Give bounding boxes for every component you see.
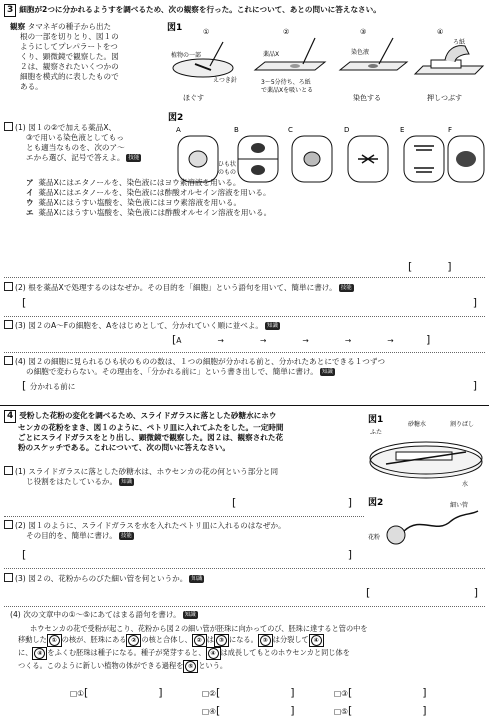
separator xyxy=(4,277,485,278)
cell-c xyxy=(288,126,332,182)
choice-u[interactable]: ウ 薬品Xにはうすい塩酸を、染色液にはヨウ素溶液を用いる。 xyxy=(26,198,242,208)
q4-sub3: (3) 図２の、花粉からのびた細い管を何というか。 知識 xyxy=(4,573,204,584)
question-line: とも適当なものを、次のア～ xyxy=(26,143,125,153)
chopstick-label: 割りばし xyxy=(450,421,475,428)
section-divider xyxy=(0,405,489,406)
skill-tag: 技能 xyxy=(340,285,352,291)
knowledge-tag: 知識 xyxy=(267,323,279,329)
q3-observation xyxy=(10,22,160,92)
choice-a[interactable]: ア 薬品Xにはエタノールを、染色液にはヨウ素溶液を用いる。 xyxy=(26,178,241,187)
q3-figure1 xyxy=(165,20,485,105)
plant-part-label: 植物の一部 xyxy=(171,52,202,59)
checkbox[interactable] xyxy=(4,320,13,329)
q4-header: 4 受粉した花粉の変化を調べるため、スライドガラスに落とした砂糖水にホウ センカの花粉をまき、図１のように、ペトリ皿に入れてふたをした。一定時間 ごとにスライドガラスをとり出し、顕微鏡で観察した。図２は、観察された花 粉のスケッチである。これについて、次の問いに答えなさい。 xyxy=(4,410,364,453)
q4-passage: ホウセンカの花で受粉が起こり、花粉から図２の細い管が胚珠に向かってのび、胚珠に達すると管の中を 移動した ① の核が、胚珠にある ② の核と合体し、 ② は ③ になる。 ③ は分裂して ④ に、 ④ をふくむ胚珠は種子になる。種子が発芽すると、 ④ は成長してもとのホウセンカと同じ体を つくる。このように新しい植物の体ができる過程を ⑤ という。 xyxy=(18,624,486,673)
q3-header xyxy=(4,4,381,17)
q3-number: 3 xyxy=(4,4,16,17)
step-2-marker: ② xyxy=(283,28,290,36)
separator xyxy=(4,316,485,317)
knowledge-tag: 知識 xyxy=(321,369,333,376)
q3-sub4: (4) 図２の細胞に見られるひも状のものの数は、１つの細胞が分かれる前と、分かれたあとにできる１つずつ の細胞で変わらない。その理由を、「分かれる前に」という書き出しで、簡単に書け。 知識 xyxy=(4,356,385,377)
step4-press-illustration xyxy=(415,46,483,74)
filter-paper-label: ろ紙 xyxy=(453,39,466,46)
separator xyxy=(4,352,485,353)
cell-f xyxy=(448,126,484,182)
fig1-label: 図1 xyxy=(167,23,183,33)
separator xyxy=(4,606,485,607)
observation-line: タマネギの種子から出た xyxy=(27,22,112,31)
answer-slot-5[interactable]: □⑤[ ] xyxy=(334,704,427,717)
q4-sub4: (4) 次の文章中の①～⑤にあてはまる語句を書け。 知識 xyxy=(10,610,196,619)
tube-label: 細い管 xyxy=(450,502,469,509)
knowledge-tag: 知識 xyxy=(191,576,203,582)
checkbox[interactable] xyxy=(4,282,13,291)
observation-line: くり、顕微鏡で観察した。図 xyxy=(20,52,119,62)
question-line: エから選び、記号で答えよ。 xyxy=(26,153,125,163)
checkbox[interactable] xyxy=(4,466,13,475)
answer-slot-4[interactable]: □④[ ] xyxy=(202,704,295,717)
separator xyxy=(4,516,364,517)
checkbox[interactable] xyxy=(4,520,13,529)
q3-title: 細胞が2つに分かれるようすを調べるため、次の観察を行った。これについて、あとの問いに答えなさい。 xyxy=(19,5,381,14)
sub-number: (1) xyxy=(15,123,26,132)
svg-text:E: E xyxy=(400,126,405,134)
cell-b xyxy=(234,126,278,182)
choice-i[interactable]: イ 薬品Xにはエタノールを、染色液には酢酸オルセイン溶液を用いる。 xyxy=(26,188,271,198)
answer-slot-2[interactable]: □②[ ] xyxy=(202,686,295,699)
water-label: 水 xyxy=(462,481,469,488)
fig2-label: 図2 xyxy=(168,113,184,123)
q4-sub1: (1) スライドガラスに落とした砂糖水は、ホウセンカの花の何という部分と同 じ役割をはたしているか。 知識 xyxy=(4,466,278,487)
svg-text:F: F xyxy=(448,126,453,134)
step1-dish-illustration xyxy=(173,42,233,77)
svg-text:A: A xyxy=(176,126,181,134)
q4-number: 4 xyxy=(4,410,16,423)
cell-e xyxy=(400,126,444,182)
observation-line: ２は、観察されたいくつかの xyxy=(20,62,119,72)
question-line: 図１の②で加える薬品X、 xyxy=(28,123,117,132)
choice-e[interactable]: エ 薬品Xにはうすい塩酸を、染色液には酢酸オルセイン溶液を用いる。 xyxy=(26,208,272,218)
checkbox[interactable] xyxy=(4,356,13,365)
q4-sub2-answer-box[interactable]: [ ] xyxy=(22,548,352,561)
knowledge-tag: 知識 xyxy=(184,612,196,618)
observation-line: ある。 xyxy=(20,82,43,92)
step3-caption: 染色する xyxy=(353,94,381,102)
checkbox[interactable] xyxy=(4,122,13,131)
separator xyxy=(4,568,485,569)
q3-choices xyxy=(26,178,271,218)
stain-label: 染色液 xyxy=(351,49,370,56)
observation-line: 根の一部を切りとり、図１の xyxy=(20,32,119,42)
needle-label: えつき針 xyxy=(213,77,237,84)
wait-line-1: 3～5分待ち、ろ紙 xyxy=(261,79,311,86)
q3-sub3-answer-box[interactable]: [A → → → → → ] xyxy=(172,333,431,346)
q3-figure2 xyxy=(168,110,486,188)
cell-a xyxy=(176,126,218,182)
q4-figure1 xyxy=(366,412,486,490)
svg-text:B: B xyxy=(234,126,239,134)
knowledge-tag: 知識 xyxy=(121,479,133,486)
checkbox[interactable] xyxy=(4,573,13,582)
q3-sub1-answer-box[interactable]: [ ] xyxy=(408,260,452,273)
pollen-label: 花粉 xyxy=(368,534,381,541)
step1-caption: ほぐす xyxy=(183,94,204,102)
step-3-marker: ③ xyxy=(360,28,367,36)
sugar-water-label: 砂糖水 xyxy=(408,421,427,428)
observation-line: 細胞を模式的に表したもので xyxy=(20,72,119,82)
q3-sub3: (3) 図２のA～Fの細胞を、Aをはじめとして、分かれていく順に並べよ。 知識 xyxy=(4,320,280,331)
q3-sub2: (2) 根を薬品Xで処理するのはなぜか。その目的を「細胞」という語句を用いて、簡単に書け。 技能 xyxy=(4,282,354,293)
wait-line-2: で薬品Xを吸いとる xyxy=(261,87,314,94)
svg-text:C: C xyxy=(288,126,293,134)
q4-figure2 xyxy=(366,495,486,555)
answer-slot-3[interactable]: □③[ ] xyxy=(334,686,427,699)
cell-d xyxy=(344,126,388,182)
question-line: ③で用いる染色液としてもっ xyxy=(26,133,124,143)
q4-sub2: (2) 図１のように、スライドガラスを水を入れたペトリ皿に入れるのはなぜか。 その目的を、簡単に書け。 技能 xyxy=(4,520,286,541)
fig1-label: 図1 xyxy=(368,415,384,425)
lid-label: ふた xyxy=(370,429,383,436)
q3-sub1 xyxy=(4,122,164,163)
string-label-1: ひも状 xyxy=(218,161,237,168)
skill-tag: 技能 xyxy=(120,533,132,540)
q3-sub4-answer-box[interactable]: [ 分かれる前に ] xyxy=(22,379,477,392)
observation-line: ようにしてプレパラートをつ xyxy=(20,42,118,52)
step4-caption: 押しつぶす xyxy=(427,94,462,102)
answer-slot-1[interactable]: □①[ ] xyxy=(70,686,163,699)
step-1-marker: ① xyxy=(203,28,210,36)
observation-label: 観察 xyxy=(10,22,26,31)
string-label-2: のもの xyxy=(218,169,237,176)
q3-sub2-answer-box[interactable]: [ ] xyxy=(22,296,477,309)
drug-x-label: 薬品X xyxy=(263,51,280,58)
q4-sub3-answer-box[interactable]: [ ] xyxy=(366,586,478,599)
svg-text:D: D xyxy=(344,126,350,134)
q4-sub1-answer-box[interactable]: [ ] xyxy=(232,496,352,509)
fig2-label: 図2 xyxy=(368,498,384,508)
skill-tag: 技能 xyxy=(128,155,140,162)
step-4-marker: ④ xyxy=(437,28,444,36)
